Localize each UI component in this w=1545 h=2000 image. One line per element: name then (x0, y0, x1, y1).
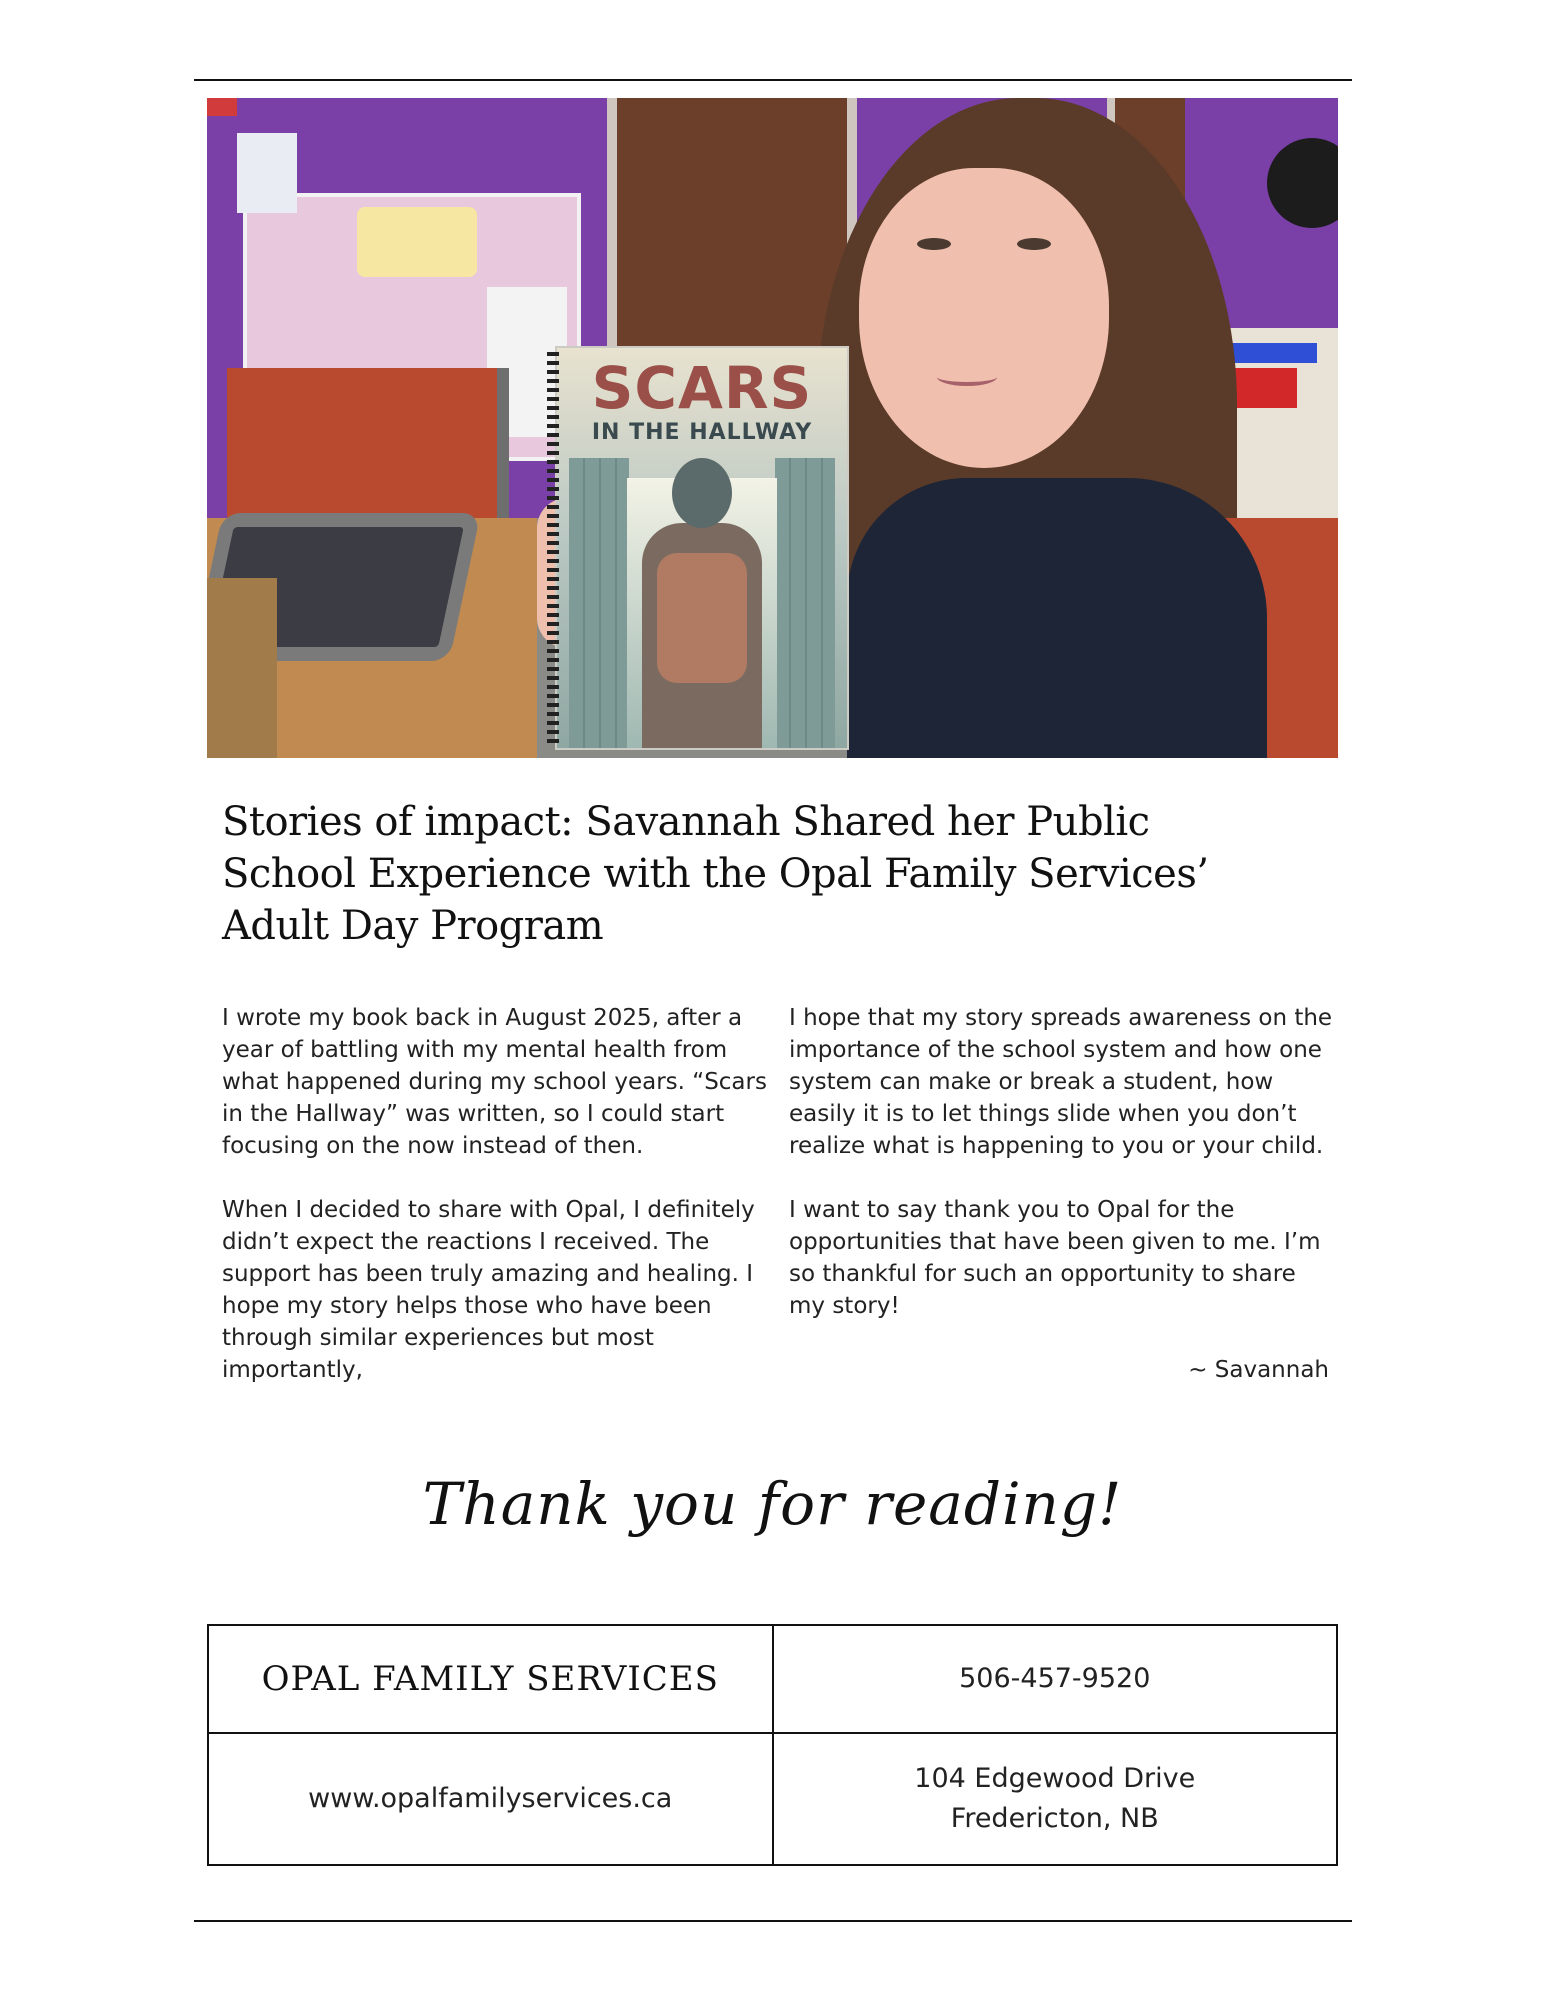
author-signature: ~ Savannah (1188, 1357, 1329, 1383)
paragraph: When I decided to share with Opal, I definitely didn’t expect the reactions I received. The support has been truly amazing and healing. I hope my story helps those who have been through similar experiences but most importantly, (222, 1197, 755, 1383)
feature-photo (207, 98, 1338, 758)
phone-number[interactable]: 506-457-9520 (959, 1663, 1151, 1694)
website-cell (208, 1733, 773, 1865)
book-subtitle: IN THE HALLWAY (591, 420, 813, 445)
book-cover (557, 348, 847, 748)
address-cell (773, 1733, 1338, 1865)
book-title: SCARS (591, 354, 813, 422)
address-line-1: 104 Edgewood Drive (914, 1763, 1196, 1794)
organization-name: OPAL FAMILY SERVICES (261, 1659, 719, 1699)
article-headline: Stories of impact: Savannah Shared her Public School Experience with the Opal Family Services’ Adult Day Program (222, 799, 1209, 949)
article-column-right (789, 1002, 1334, 1418)
address-line-2: Fredericton, NB (950, 1803, 1159, 1834)
contact-table (207, 1624, 1338, 1866)
website-link[interactable]: www.opalfamilyservices.ca (308, 1783, 673, 1814)
paragraph: I wrote my book back in August 2025, after a year of battling with my mental health from what happened during my school years. “Scars in the Hallway” was written, so I could start focusing on the now instead of then. (222, 1005, 767, 1159)
bottom-divider (194, 1920, 1352, 1922)
paragraph: I want to say thank you to Opal for the opportunities that have been given to me. I’m so thankful for such an opportunity to share my story! (789, 1197, 1321, 1319)
top-divider (194, 79, 1352, 81)
article-column-left (222, 1002, 767, 1418)
thank-you-script: Thank you for reading! (422, 1470, 1123, 1538)
organization-cell (208, 1625, 773, 1733)
paragraph: I hope that my story spreads awareness on the importance of the school system and how one system can make or break a student, how easily it is to let things slide when you don’t realize what is happening to you or your child. (789, 1005, 1333, 1159)
phone-cell (773, 1625, 1338, 1733)
